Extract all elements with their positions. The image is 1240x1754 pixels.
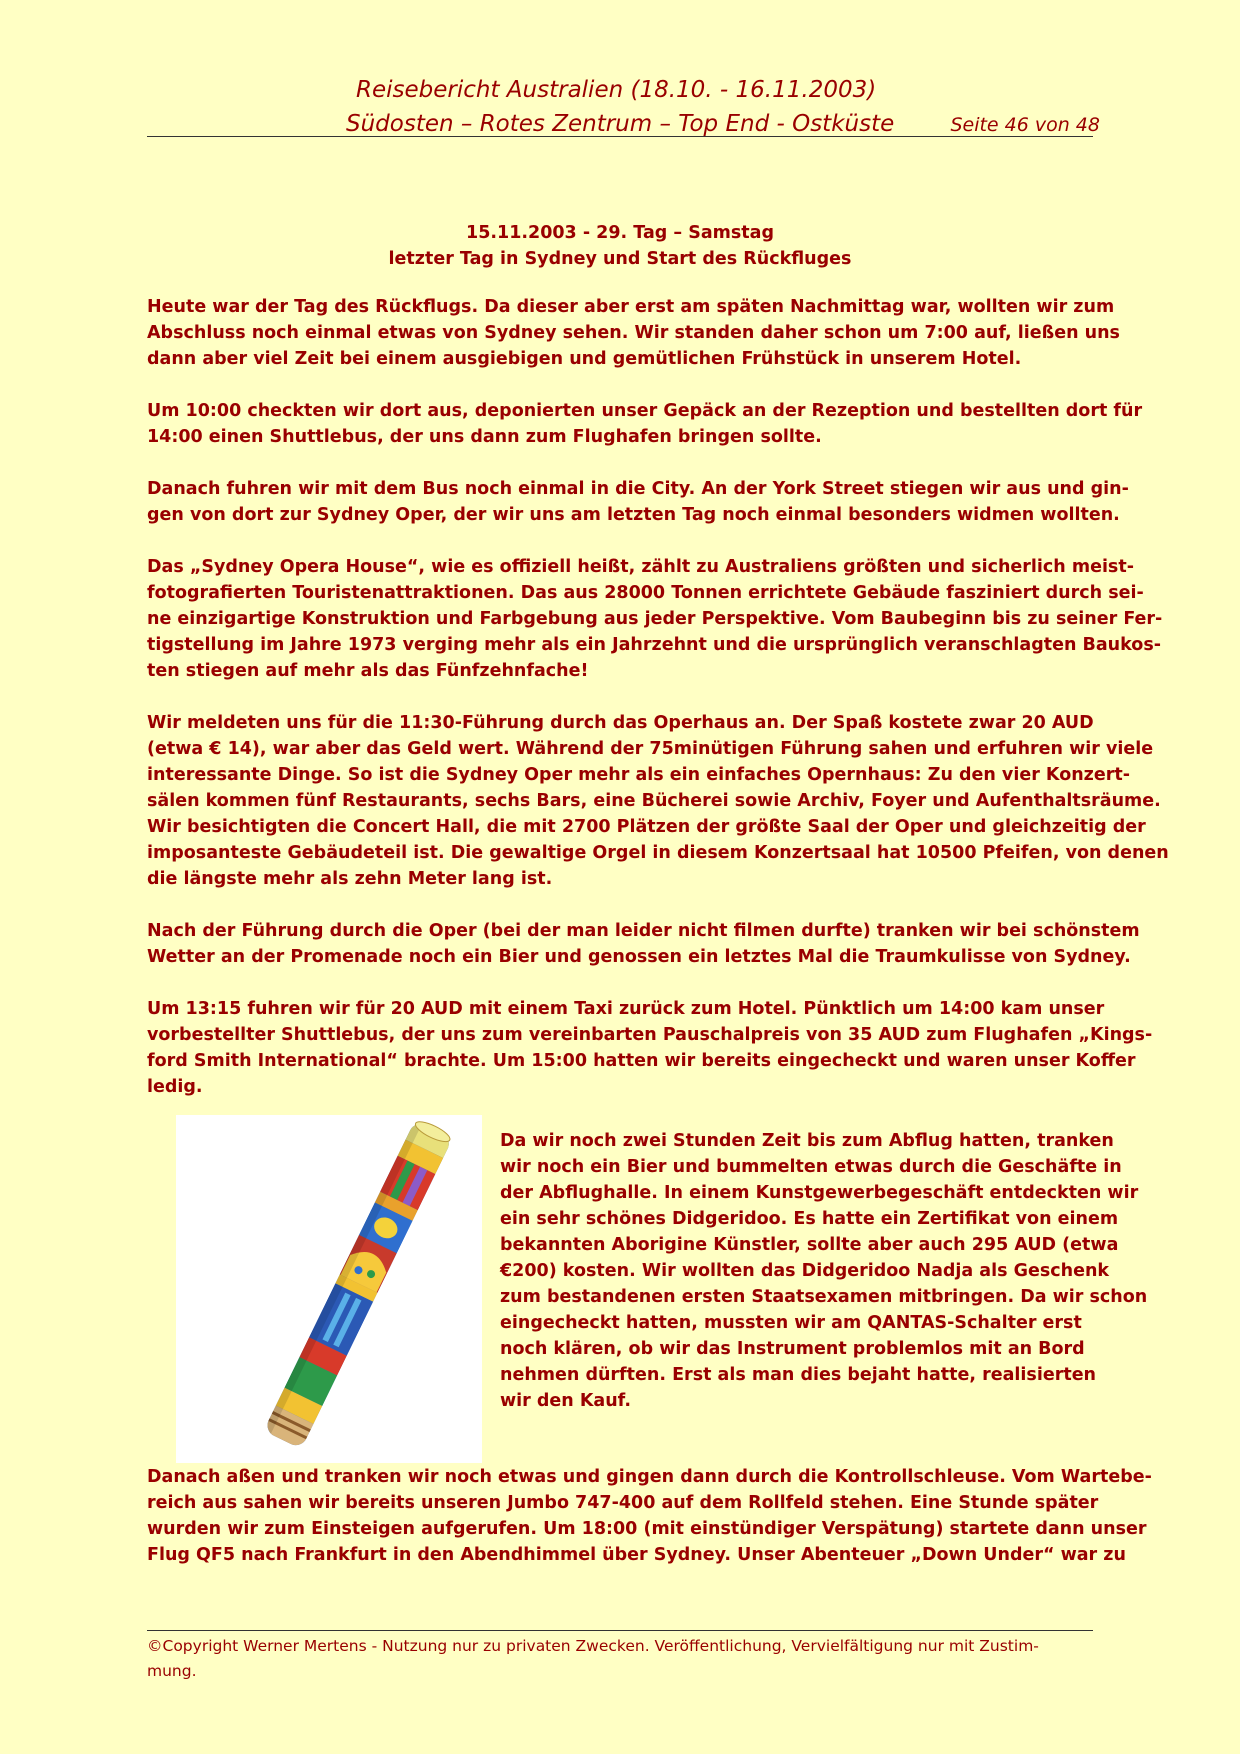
paragraph-city — [147, 476, 1129, 528]
footer-divider — [147, 1630, 1093, 1631]
text-line: Danach aßen und tranken wir noch etwas und gingen dann durch die Kontrollschleuse. Vom Wartebe- — [147, 1467, 1152, 1487]
paragraph-promenade — [147, 918, 1140, 970]
text-line: ne einzigartige Konstruktion und Farbgebung aus jeder Perspektive. Vom Baubeginn bis zu seiner Fer- — [147, 609, 1163, 629]
text-line: ledig. — [147, 1077, 203, 1097]
text-line: Wir meldeten uns für die 11:30-Führung durch das Operhaus an. Der Spaß kostete zwar 20 AUD — [147, 713, 1094, 733]
text-line: tigstellung im Jahre 1973 verging mehr als ein Jahrzehnt und die ursprünglich veranschlagten Baukos- — [147, 635, 1162, 655]
copyright-footer — [147, 1634, 1093, 1684]
text-line: (etwa € 14), war aber das Geld wert. Während der 75minütigen Führung sahen und erfuhren wir viele — [147, 739, 1154, 759]
text-line: Flug QF5 nach Frankfurt in den Abendhimmel über Sydney. Unser Abenteuer „Down Under“ war zu — [147, 1545, 1126, 1565]
text-line: noch klären, ob wir das Instrument problemlos mit an Bord — [500, 1339, 1085, 1359]
day-date-line: 15.11.2003 - 29. Tag – Samstag — [466, 223, 774, 243]
day-title-line: letzter Tag in Sydney und Start des Rückfluges — [388, 249, 852, 269]
text-line: sälen kommen fünf Restaurants, sechs Bars, eine Bücherei sowie Archiv, Foyer und Aufenthaltsräume. — [147, 791, 1161, 811]
paragraph-departure — [147, 1464, 1152, 1568]
text-line: imposanteste Gebäudeteil ist. Die gewaltige Orgel in diesem Konzertsaal hat 10500 Pfeifen, von denen — [147, 843, 1169, 863]
didgeridoo-image — [176, 1115, 482, 1463]
text-line: Danach fuhren wir mit dem Bus noch einmal in die City. An der York Street stiegen wir aus und gin- — [147, 479, 1129, 499]
text-line: bekannten Aborigine Künstler, sollte aber auch 295 AUD (etwa — [500, 1235, 1119, 1255]
page-number: Seite 46 von 48 — [950, 114, 1100, 136]
text-line: Abschluss noch einmal etwas von Sydney sehen. Wir standen daher schon um 7:00 auf, ließen uns — [147, 323, 1120, 343]
text-line: reich aus sahen wir bereits unseren Jumbo 747-400 auf dem Rollfeld stehen. Eine Stunde später — [147, 1493, 1099, 1513]
header-divider — [147, 136, 1093, 137]
text-line: gen von dort zur Sydney Oper, der wir uns am letzten Tag noch einmal besonders widmen wollten. — [147, 505, 1120, 525]
text-line: Wetter an der Promenade noch ein Bier und genossen ein letztes Mal die Traumkulisse von Sydney. — [147, 947, 1131, 967]
footer-line: mung. — [147, 1662, 197, 1680]
text-line: ten stiegen auf mehr als das Fünfzehnfache! — [147, 661, 589, 681]
paragraph-opera-house — [147, 554, 1163, 684]
text-line: Heute war der Tag des Rückflugs. Da dieser aber erst am späten Nachmittag war, wollten wir zum — [147, 297, 1115, 317]
text-line: Um 13:15 fuhren wir für 20 AUD mit einem Taxi zurück zum Hotel. Pünktlich um 14:00 kam unser — [147, 999, 1105, 1019]
text-line: Nach der Führung durch die Oper (bei der man leider nicht filmen durfte) tranken wir bei schönstem — [147, 921, 1140, 941]
text-line: der Abflughalle. In einem Kunstgewerbegeschäft entdeckten wir — [500, 1183, 1139, 1203]
paragraph-breakfast — [147, 294, 1120, 372]
footer-line: ©Copyright Werner Mertens - Nutzung nur zu privaten Zwecken. Veröffentlichung, Vervielfältigung nur mit Zustim- — [147, 1637, 1039, 1655]
text-line: Um 10:00 checkten wir dort aus, deponierten unser Gepäck an der Rezeption und bestellten dort für — [147, 401, 1143, 421]
text-line: 14:00 einen Shuttlebus, der uns dann zum Flughafen bringen sollte. — [147, 427, 822, 447]
text-line: wir den Kauf. — [500, 1391, 631, 1411]
text-line: ein sehr schönes Didgeridoo. Es hatte ein Zertifikat von einem — [500, 1209, 1119, 1229]
text-line: Wir besichtigten die Concert Hall, die mit 2700 Plätzen der größte Saal der Oper und gleichzeitig der — [147, 817, 1146, 837]
text-line: fotografierten Touristenattraktionen. Das aus 28000 Tonnen errichtete Gebäude fasziniert durch sei- — [147, 583, 1144, 603]
paragraph-checkout — [147, 398, 1143, 450]
text-line: interessante Dinge. So ist die Sydney Oper mehr als ein einfaches Opernhaus: Zu den vier Konzert- — [147, 765, 1130, 785]
text-line: wurden wir zum Einsteigen aufgerufen. Um 18:00 (mit einstündiger Verspätung) startete dann unser — [147, 1519, 1147, 1539]
text-line: eingecheckt hatten, mussten wir am QANTAS-Schalter erst — [500, 1313, 1082, 1333]
text-line: ford Smith International“ brachte. Um 15:00 hatten wir bereits eingecheckt und waren unser Koffer — [147, 1051, 1136, 1071]
paragraph-taxi-airport — [147, 996, 1153, 1100]
text-line: zum bestandenen ersten Staatsexamen mitbringen. Da wir schon — [500, 1287, 1148, 1307]
text-line: Da wir noch zwei Stunden Zeit bis zum Abflug hatten, tranken — [500, 1131, 1114, 1151]
text-line: vorbestellter Shuttlebus, der uns zum vereinbarten Pauschalpreis von 35 AUD zum Flughafen „Kings- — [147, 1025, 1153, 1045]
text-line: Das „Sydney Opera House“, wie es offiziell heißt, zählt zu Australiens größten und sicherlich meist- — [147, 557, 1134, 577]
text-line: dann aber viel Zeit bei einem ausgiebigen und gemütlichen Frühstück in unserem Hotel. — [147, 349, 1022, 369]
paragraph-didgeridoo — [500, 1128, 1148, 1414]
text-line: wir noch ein Bier und bummelten etwas durch die Geschäfte in — [500, 1157, 1122, 1177]
day-heading — [147, 220, 1093, 272]
paragraph-tour — [147, 710, 1169, 892]
text-line: €200) kosten. Wir wollten das Didgeridoo Nadja als Geschenk — [500, 1261, 1110, 1281]
report-title: Reisebericht Australien (18.10. - 16.11.2003) — [356, 77, 877, 103]
report-subtitle: Südosten – Rotes Zentrum – Top End - Ostküste — [346, 111, 895, 137]
text-line: nehmen dürften. Erst als man dies bejaht hatte, realisierten — [500, 1365, 1097, 1385]
text-line: die längste mehr als zehn Meter lang ist. — [147, 869, 553, 889]
didgeridoo-illustration — [176, 1115, 482, 1463]
